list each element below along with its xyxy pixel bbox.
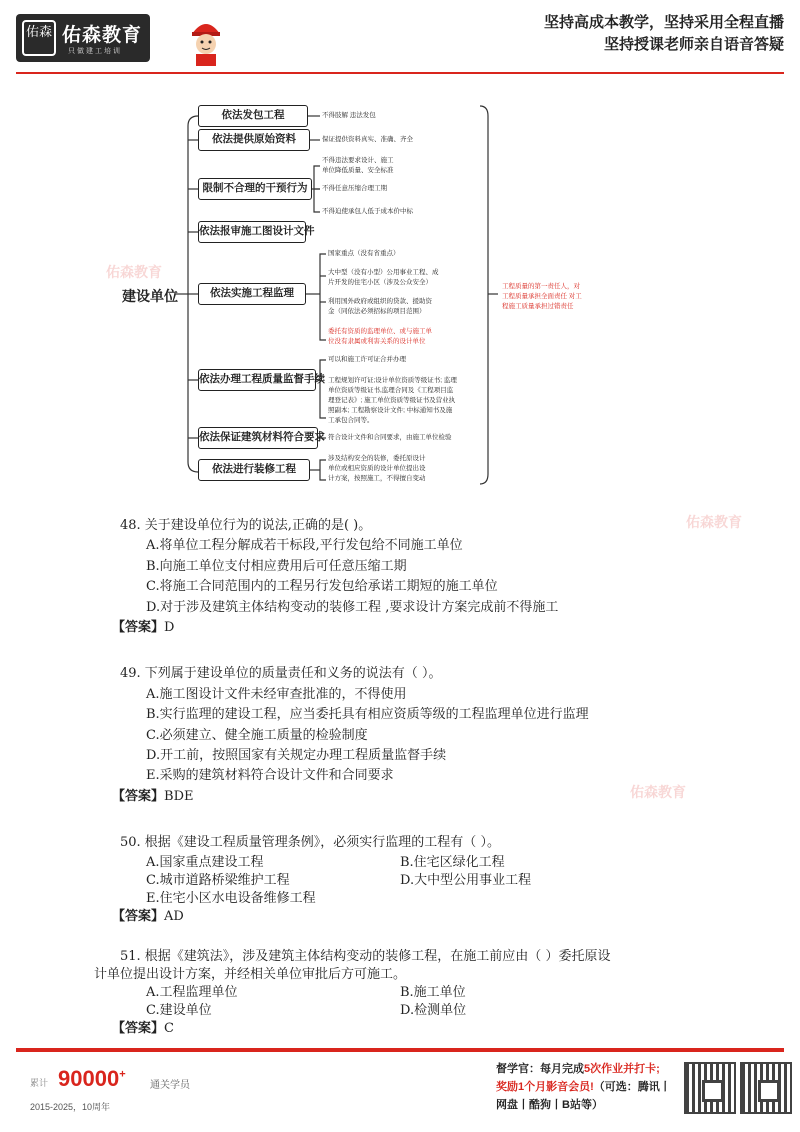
option-e: E.住宅小区水电设备维修工程 (146, 890, 316, 906)
promo-line-1a: 督学官：每月完成 (496, 1063, 584, 1075)
node-contract: 依法发包工程 (198, 105, 308, 127)
mind-map-diagram (110, 96, 610, 488)
mascot-icon (186, 14, 226, 66)
leaf-n1: 不得肢解 违法发包 (322, 112, 376, 119)
stat-plus: + (119, 1068, 126, 1081)
leaf-n6b: 工程规划许可证;设计单位资质等级证书; 监理 (328, 377, 457, 384)
answer-value: AD (164, 908, 184, 924)
watermark: 佑森教育 (686, 514, 742, 530)
promo-line-1b: 5次作业并打卡; (584, 1063, 660, 1075)
option-b: B.实行监理的建设工程，应当委托具有相应资质等级的工程监理单位进行监理 (146, 707, 589, 723)
leaf-n7: 符合设计文件和合同要求，由施工单位检验 (328, 434, 452, 441)
leaf-n3b: 单位降低质量、安全标准 (322, 167, 394, 174)
answer (112, 908, 740, 926)
option-d: D.检测单位 (400, 1002, 467, 1018)
leaf-n8b: 单位或相应资质的设计单位提出设 (328, 465, 426, 472)
option-e: E.采购的建筑材料符合设计文件和合同要求 (146, 768, 394, 784)
stat-suffix: 通关学员 (150, 1080, 190, 1091)
leaf-n6c: 单位资质等级证书,监理合同及《工程项目监 (328, 387, 454, 394)
qr-code-icon[interactable] (740, 1062, 792, 1114)
question-49 (112, 664, 740, 807)
leaf-n6a: 可以和施工许可证合并办理 (328, 356, 406, 363)
option-a: A.国家重点建设工程 (146, 854, 264, 870)
answer-label: 【答案】 (112, 908, 165, 924)
question-50 (112, 833, 740, 925)
promo-text (496, 1060, 682, 1114)
watermark: 佑森教育 (106, 264, 162, 280)
leaf-n6d: 理登记表》; 施工单位资质等级证书及营业执 (328, 397, 456, 404)
mind-map-note (502, 282, 602, 312)
brand-subtitle: 只做建工培训 (68, 48, 122, 55)
answer-label: 【答案】 (112, 620, 165, 636)
note-line-2: 工程质量承担全面责任 对工 (502, 293, 582, 300)
promo-line-3: 网盘丨酷狗丨B站等） (496, 1099, 603, 1111)
page-footer (0, 1044, 800, 1132)
option-c: C.必须建立、健全施工质量的检验制度 (146, 727, 368, 743)
answer-value: D (164, 620, 175, 636)
question-stem: 51. 根据《建筑法》，涉及建筑主体结构变动的装修工程，在施工前应由（ ）委托原设 (120, 948, 611, 964)
leaf-n5f: 委托有资质的监理单位、或与施工单 (328, 328, 432, 335)
option-b: B.向施工单位支付相应费用后可任意压缩工期 (146, 558, 407, 574)
node-decoration: 依法进行装修工程 (198, 459, 310, 481)
question-stem-cont: 计单位提出设计方案，并经相关单位审批后方可施工。 (94, 966, 407, 982)
promo-line-2b: （可选：腾讯丨 (593, 1081, 671, 1093)
option-b: B.住宅区绿化工程 (400, 854, 505, 870)
leaf-n3d: 不得迫使承包人低于成本价中标 (322, 208, 413, 215)
stat-prefix: 累计 (30, 1078, 49, 1088)
header-divider (16, 72, 784, 74)
brand-logo (16, 14, 150, 62)
leaf-n6e: 照副本; 工程勘察设计文件; 中标通知书及施 (328, 407, 453, 414)
qr-code-icon[interactable] (684, 1062, 736, 1114)
option-a: A.将单位工程分解成若干标段,平行发包给不同施工单位 (146, 538, 463, 554)
stat-number-value: 90000 (58, 1066, 120, 1091)
node-design-review: 依法报审施工图设计文件 (198, 221, 306, 243)
option-c: C.建设单位 (146, 1002, 212, 1018)
leaf-n5c: 片开发的住宅小区（涉及公众安全） (328, 279, 432, 286)
answer (112, 618, 740, 638)
answer-value: BDE (164, 788, 194, 804)
note-line-1: 工程质量的第一责任人，对 (502, 283, 580, 290)
leaf-n3c: 不得任意压缩合理工期 (322, 185, 387, 192)
option-c: C.城市道路桥梁维护工程 (146, 872, 290, 888)
question-51 (94, 948, 740, 1038)
page-header (0, 0, 800, 74)
option-b: B.施工单位 (400, 984, 466, 1000)
leaf-n5d: 利用国外政府或组织的贷款、援助资 (328, 298, 432, 305)
leaf-n2: 保证提供资料真实、准确、齐全 (322, 136, 413, 143)
answer-label: 【答案】 (112, 788, 165, 804)
anniversary-years: 2015-2025，10周年 (30, 1102, 111, 1112)
question-stem: 48. 关于建设单位行为的说法,正确的是( )。 (120, 518, 372, 533)
question-list (94, 516, 740, 1038)
option-d: D.对于涉及建筑主体结构变动的装修工程 ,要求设计方案完成前不得施工 (146, 599, 559, 615)
question-stem: 49. 下列属于建设单位的质量责任和义务的说法有（ ）。 (120, 666, 442, 682)
answer (112, 787, 740, 807)
option-d: D.开工前，按照国家有关规定办理工程质量监督手续 (146, 748, 447, 764)
watermark: 佑森教育 (630, 784, 686, 800)
brand-seal: 佑森 (22, 20, 56, 56)
leaf-n5g: 位没有隶属或利害关系的设计单位 (328, 338, 426, 345)
mind-map-root: 建设单位 (122, 288, 178, 304)
leaf-n5a: 国家重点（没有省重点） (328, 250, 400, 257)
note-line-3: 程施工质量承担过错责任 (502, 303, 574, 310)
option-d: D.大中型公用事业工程 (400, 872, 532, 888)
leaf-n5e: 金（同依法必须招标的项目范围） (328, 308, 426, 315)
option-c: C.将施工合同范围内的工程另行发包给承诺工期短的施工单位 (146, 579, 498, 595)
question-stem: 50. 根据《建设工程质量管理条例》，必须实行监理的工程有（ ）。 (120, 835, 500, 851)
option-a: A.工程监理单位 (146, 984, 238, 1000)
leaf-n8c: 计方案，按照施工，不得擅自变动 (328, 475, 426, 482)
question-48 (112, 516, 740, 638)
option-a: A.施工图设计文件未经审查批准的，不得使用 (146, 686, 407, 702)
node-materials: 依法保证建筑材料符合要求 (198, 427, 318, 449)
answer (112, 1020, 740, 1038)
header-slogan (544, 12, 784, 56)
slogan-line-2: 坚持授课老师亲自语音答疑 (603, 36, 784, 53)
leaf-n8a: 涉及结构安全的装修，委托原设计 (328, 455, 426, 462)
promo-line-2a: 奖励1个月影音会员! (496, 1081, 594, 1093)
node-raw-data: 依法提供原始资料 (198, 129, 310, 151)
footer-divider (16, 1048, 784, 1052)
node-quality-supervision: 依法办理工程质量监督手续 (198, 369, 316, 391)
leaf-n3a: 不得违法要求设计、施工 (322, 157, 394, 164)
slogan-line-1: 坚持高成本教学，坚持采用全程直播 (543, 14, 784, 31)
leaf-n5b: 大中型（没有小型）公用事业工程、成 (328, 269, 439, 276)
node-supervision: 依法实施工程监理 (198, 283, 306, 305)
brand-name: 佑森教育 (62, 25, 143, 46)
answer-value: C (164, 1020, 174, 1036)
answer-label: 【答案】 (112, 1020, 165, 1036)
stat-number (58, 1066, 126, 1092)
leaf-n6f: 工承包合同等。 (328, 417, 374, 424)
node-interference: 限制不合理的干预行为 (198, 178, 312, 200)
